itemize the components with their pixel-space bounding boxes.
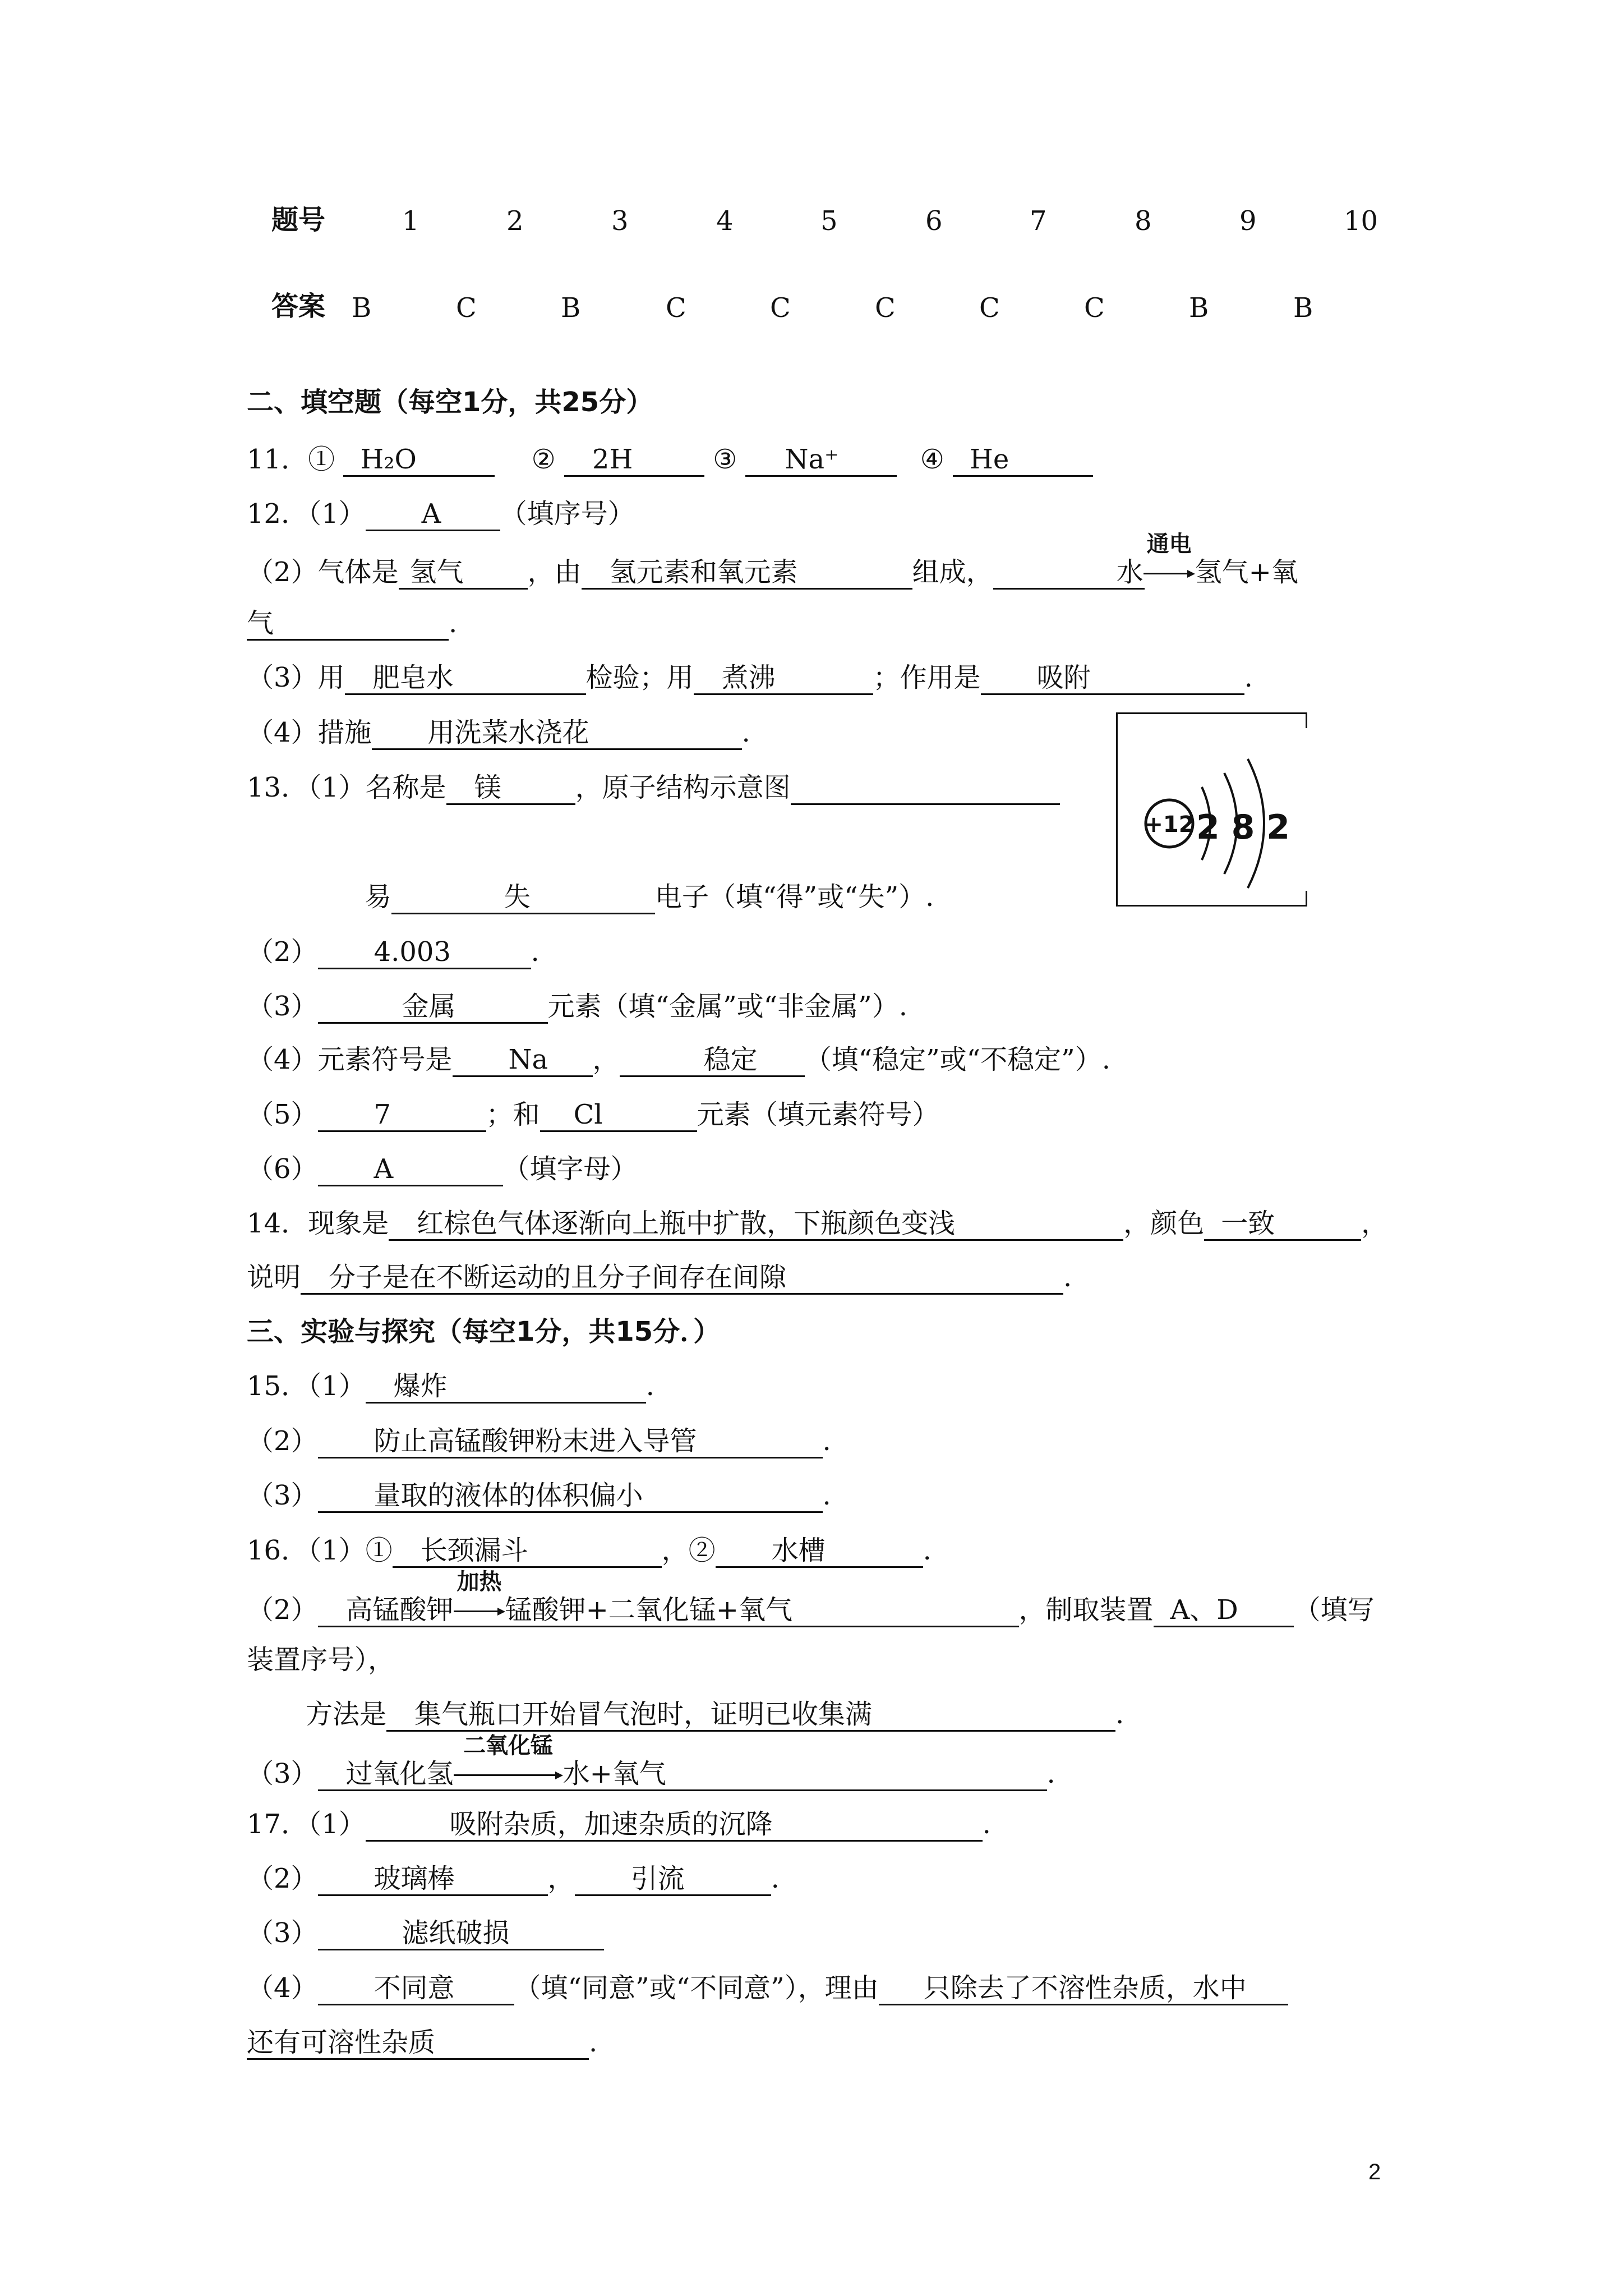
q13-answer-metal: 金属 <box>318 993 548 1024</box>
q12-answer-reaction <box>993 531 1298 590</box>
q14-explain: 说明 <box>247 1262 301 1293</box>
q16-products: 锰酸钾+二氧化锰+氧气 <box>505 1594 793 1626</box>
q12-line-3 <box>247 610 457 641</box>
period: . <box>589 2027 598 2058</box>
answer-cell: B <box>561 292 581 324</box>
q11-answer-3: Na⁺ <box>745 446 897 477</box>
reaction-arrow <box>454 1733 563 1783</box>
table-header-label: 题号 <box>271 204 326 236</box>
q12-3-text2: ；作用是 <box>873 662 981 693</box>
q12-line-4 <box>247 664 1253 695</box>
q15-line-2 <box>247 1425 831 1458</box>
q16-text: ，② <box>661 1535 716 1566</box>
question-number-cell: 7 <box>1030 205 1047 237</box>
comma: ， <box>592 1044 620 1075</box>
answer-cell: C <box>979 292 1000 324</box>
q13-line-4 <box>247 993 907 1024</box>
q17-2-prefix: （2） <box>247 1863 318 1894</box>
q16-reactant-2: 过氧化氢 <box>345 1758 454 1789</box>
q13-label: 13．（1）名称是 <box>247 772 446 803</box>
q14-line-2 <box>247 1264 1072 1295</box>
q16-line-5 <box>247 1733 1055 1791</box>
q17-line-4 <box>247 1972 1288 2005</box>
q12-2-prefix: （2）气体是 <box>247 556 399 588</box>
q17-label: 17．（1） <box>247 1809 366 1840</box>
q13-3-hint: 元素（填“金属”或“非金属”）. <box>547 991 907 1022</box>
q13-answer-cl: Cl <box>540 1101 697 1132</box>
q17-line-2 <box>247 1865 780 1896</box>
answer-cell: C <box>875 292 896 324</box>
q14-answer-phenomenon: 红棕色气体逐渐向上瓶中扩散，下瓶颜色变浅 <box>389 1210 1123 1241</box>
q16-2-text: ，制取装置 <box>1018 1594 1154 1626</box>
q17-line-5 <box>247 2029 597 2060</box>
period: . <box>1046 1758 1055 1789</box>
q13-answer-lose: 失 <box>391 884 655 914</box>
answer-cell: B <box>1293 292 1313 324</box>
q15-answer-prevent: 防止高锰酸钾粉末进入导管 <box>318 1428 823 1458</box>
q13-6-hint: （填字母） <box>502 1153 638 1185</box>
q13-3-prefix: （3） <box>247 991 318 1022</box>
period: . <box>741 717 750 748</box>
q12-answer-measure: 用洗菜水浇花 <box>372 719 742 750</box>
q13-line-2 <box>365 881 934 914</box>
q17-answer-alum: 吸附杂质，加速杂质的沉降 <box>366 1811 983 1842</box>
q13-line-1 <box>247 774 1060 805</box>
q12-4-prefix: （4）措施 <box>247 717 372 748</box>
q13-answer-name: 镁 <box>446 774 575 805</box>
q17-3-prefix: （3） <box>247 1917 318 1949</box>
q15-label: 15．（1） <box>247 1370 366 1402</box>
period: . <box>771 1863 780 1894</box>
answer-cell: B <box>352 292 372 324</box>
period: . <box>531 936 540 968</box>
answer-cell: C <box>770 292 791 324</box>
q12-2-text: ，由 <box>527 556 582 588</box>
table-answer-label: 答案 <box>271 291 326 322</box>
q16-answer-funnel: 长颈漏斗 <box>393 1537 662 1568</box>
q16-answer-trough: 水槽 <box>716 1537 923 1568</box>
arrow-condition: 加热 <box>457 1569 502 1595</box>
q12-answer-adsorb: 吸附 <box>981 664 1244 695</box>
q14-text: ，颜色 <box>1123 1208 1205 1239</box>
period: . <box>1063 1262 1072 1293</box>
atom-structure-diagram <box>1116 712 1306 907</box>
q12-answer-elements: 氢元素和氧元素 <box>582 559 912 590</box>
q17-4-prefix: （4） <box>247 1972 318 2004</box>
q15-line-3 <box>247 1482 831 1513</box>
period: . <box>1244 662 1253 693</box>
arrow-condition: 通电 <box>1146 531 1192 557</box>
q13-answer-a: A <box>318 1156 503 1186</box>
q16-line-4 <box>306 1701 1124 1732</box>
q13-5-hint: 元素（填元素符号） <box>697 1099 939 1130</box>
q15-3-prefix: （3） <box>247 1480 318 1511</box>
q13-answer-symbol: Na <box>453 1046 593 1077</box>
q13-6-prefix: （6） <box>247 1153 318 1185</box>
section-title: 三、实验与探究（每空1分，共15分．） <box>247 1316 721 1347</box>
q13-answer-stable: 稳定 <box>620 1046 805 1077</box>
q13-text: ，原子结构示意图 <box>575 772 791 803</box>
period: . <box>822 1425 831 1457</box>
answer-cell: C <box>456 292 477 324</box>
q11-label: 11．① <box>247 444 335 475</box>
q13-line-3 <box>247 938 540 969</box>
q17-answer-paper: 滤纸破损 <box>318 1920 604 1950</box>
q12-answer-cont: 气 <box>247 610 449 641</box>
question-number-cell: 6 <box>925 205 943 237</box>
q13-answer-mass: 4.003 <box>318 938 531 969</box>
nucleus-label: +12 <box>1144 812 1195 838</box>
q13-hint: 电子（填“得”或“失”）. <box>655 881 934 913</box>
q17-answer-disagree: 不同意 <box>318 1975 514 2005</box>
q15-line-1 <box>247 1370 654 1404</box>
q14-answer-color: 一致 <box>1204 1210 1361 1241</box>
q12-line-5 <box>247 719 750 750</box>
q12-line-2 <box>247 531 1298 590</box>
q12-answer-boil: 煮沸 <box>694 664 873 695</box>
q11-circle-2: ② <box>531 444 556 475</box>
q16-2-prefix: （2） <box>247 1594 318 1626</box>
q16-line-3: 装置序号）， <box>247 1644 395 1676</box>
magnesium-atom-icon <box>1118 714 1306 905</box>
q13-2-prefix: （2） <box>247 936 318 968</box>
comma: ， <box>1361 1208 1389 1239</box>
q13-blank-diagram <box>791 774 1060 805</box>
answer-cell: C <box>1084 292 1105 324</box>
q17-line-1 <box>247 1811 991 1842</box>
q15-2-prefix: （2） <box>247 1425 318 1457</box>
question-number-cell: 1 <box>402 205 419 237</box>
q13-answer-7: 7 <box>318 1101 486 1132</box>
q13-4-hint: （填“稳定”或“不稳定”）. <box>804 1044 1110 1075</box>
q12-3-prefix: （3）用 <box>247 662 345 693</box>
q17-answer-rod: 玻璃棒 <box>318 1865 548 1896</box>
q17-answer-reason: 只除去了不溶性杂质，水中 <box>879 1975 1288 2005</box>
q12-products: 氢气+氧 <box>1195 556 1298 588</box>
q12-hint: （填序号） <box>500 498 635 530</box>
question-number-cell: 2 <box>506 205 524 237</box>
q16-answer-h2o2 <box>318 1733 1047 1791</box>
q12-reactant: 水 <box>1116 556 1144 588</box>
q15-answer-explode: 爆炸 <box>366 1373 646 1404</box>
question-number-cell: 9 <box>1239 205 1257 237</box>
q13-5-prefix: （5） <box>247 1099 318 1130</box>
q16-label: 16．（1）① <box>247 1535 393 1566</box>
question-number-cell: 4 <box>716 205 734 237</box>
q12-label: 12．（1） <box>247 498 366 530</box>
q17-answer-guide: 引流 <box>575 1865 771 1896</box>
q16-answer-equation <box>318 1569 1019 1627</box>
answer-cell: C <box>666 292 686 324</box>
q12-answer-gas: 氢气 <box>399 559 528 590</box>
period: . <box>923 1535 932 1566</box>
q14-answer-explanation: 分子是在不断运动的且分子间存在间隙 <box>301 1264 1063 1295</box>
q16-method: 方法是 <box>306 1699 387 1730</box>
section-title: 二、填空题（每空1分，共25分） <box>247 386 653 418</box>
q17-answer-reason-cont: 还有可溶性杂质 <box>247 2029 589 2060</box>
question-number-cell: 3 <box>611 205 629 237</box>
q11-circle-4: ④ <box>920 444 944 475</box>
period: . <box>449 608 458 639</box>
answer-cell: B <box>1189 292 1209 324</box>
q11-answer-4: He <box>953 446 1093 477</box>
q11-circle-3: ③ <box>713 444 737 475</box>
q16-2-hint: （填写 <box>1293 1594 1375 1626</box>
q13-line-7 <box>247 1153 638 1186</box>
question-number-cell: 8 <box>1135 205 1152 237</box>
shell-electrons: 2 8 2 <box>1196 808 1290 847</box>
question-number-cell: 10 <box>1344 205 1378 237</box>
q12-answer-soap: 肥皂水 <box>345 664 586 695</box>
page-number: 2 <box>1368 2160 1381 2184</box>
q16-3-prefix: （3） <box>247 1758 318 1789</box>
q12-3-text: 检验；用 <box>585 662 694 693</box>
q13-line-5 <box>247 1046 1110 1077</box>
q16-reactant: 高锰酸钾 <box>345 1594 454 1626</box>
comma: ， <box>547 1863 575 1894</box>
q16-products-2: 水+氧气 <box>562 1758 666 1789</box>
q13-5-text: ；和 <box>486 1099 540 1130</box>
q12-2-text2: 组成， <box>912 556 993 588</box>
q11-line <box>247 446 1093 477</box>
q11-answer-2: 2H <box>564 446 704 477</box>
q17-4-hint: （填“同意”或“不同意”），理由 <box>514 1972 879 2004</box>
q16-line-2 <box>247 1569 1375 1627</box>
period: . <box>645 1370 654 1402</box>
q16-line-1 <box>247 1537 932 1568</box>
q11-answer-1: H₂O <box>343 446 495 477</box>
q13-easy: 易 <box>365 881 392 913</box>
q16-answer-apparatus: A、D <box>1154 1596 1294 1627</box>
q14-label: 14．现象是 <box>247 1208 389 1239</box>
reaction-arrow <box>454 1569 505 1619</box>
period: . <box>822 1480 831 1511</box>
q14-line-1 <box>247 1210 1388 1241</box>
arrow-condition: 二氧化锰 <box>463 1733 554 1759</box>
q17-line-3 <box>247 1917 604 1950</box>
question-number-cell: 5 <box>820 205 838 237</box>
reaction-arrow <box>1144 531 1195 581</box>
q12-answer-1: A <box>366 500 500 531</box>
q13-4-prefix: （4）元素符号是 <box>247 1044 453 1075</box>
period: . <box>982 1809 991 1840</box>
period: . <box>1115 1699 1124 1730</box>
q16-answer-method: 集气瓶口开始冒气泡时，证明已收集满 <box>386 1701 1115 1732</box>
q12-line-1 <box>247 500 635 531</box>
q15-answer-volume: 量取的液体的体积偏小 <box>318 1482 823 1513</box>
q13-line-6 <box>247 1101 939 1132</box>
